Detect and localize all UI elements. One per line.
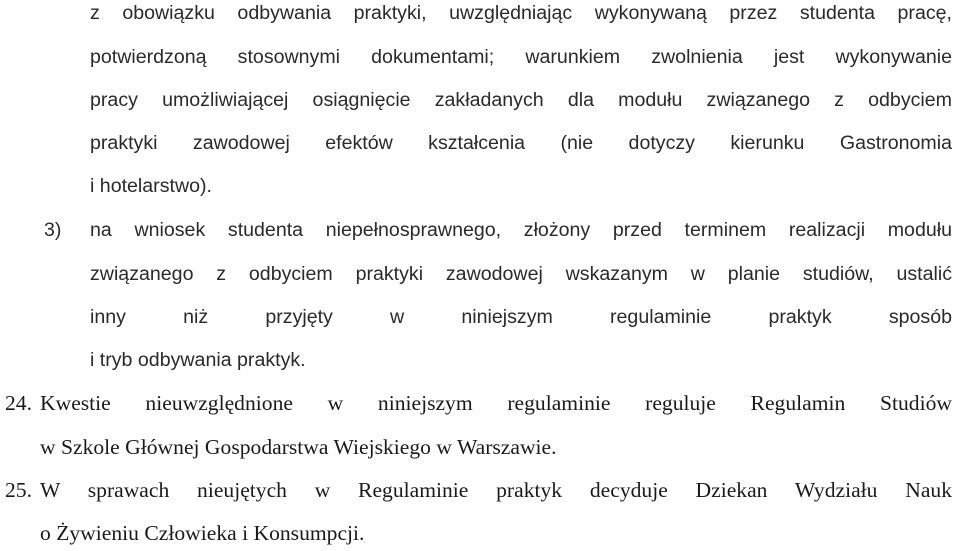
- text-line: z obowiązku odbywania praktyki, uwzględniając wykonywaną przez studenta pracę,: [90, 4, 952, 24]
- text-line: inny niż przyjęty w niniejszym regulaminie praktyk sposób: [90, 308, 952, 328]
- text-line: i tryb odbywania praktyk.: [90, 349, 306, 371]
- section-number: 24.: [5, 391, 32, 415]
- text-line: praktyki zawodowej efektów kształcenia (nie dotyczy kierunku Gastronomia: [90, 134, 952, 154]
- text-line: pracy umożliwiającej osiągnięcie zakładanych dla modułu związanego z odbyciem: [90, 91, 952, 111]
- text-line: W sprawach nieujętych w Regulaminie praktyk decyduje Dziekan Wydziału Nauk: [40, 480, 952, 502]
- list-item-number: 3): [44, 219, 62, 241]
- text-line: o Żywieniu Człowieka i Konsumpcji.: [40, 521, 365, 545]
- text-line: w Szkole Głównej Gospodarstwa Wiejskiego w Warszawie.: [40, 435, 557, 459]
- section-number: 25.: [5, 478, 32, 502]
- text-line: Kwestie nieuwzględnione w niniejszym regulaminie reguluje Regulamin Studiów: [40, 393, 952, 415]
- text-line: związanego z odbyciem praktyki zawodowej wskazanym w planie studiów, ustalić: [90, 265, 952, 285]
- text-line: i hotelarstwo).: [90, 175, 212, 197]
- text-line: na wniosek studenta niepełnosprawnego, złożony przed terminem realizacji modułu: [90, 221, 952, 241]
- text-line: potwierdzoną stosownymi dokumentami; warunkiem zwolnienia jest wykonywanie: [90, 48, 952, 68]
